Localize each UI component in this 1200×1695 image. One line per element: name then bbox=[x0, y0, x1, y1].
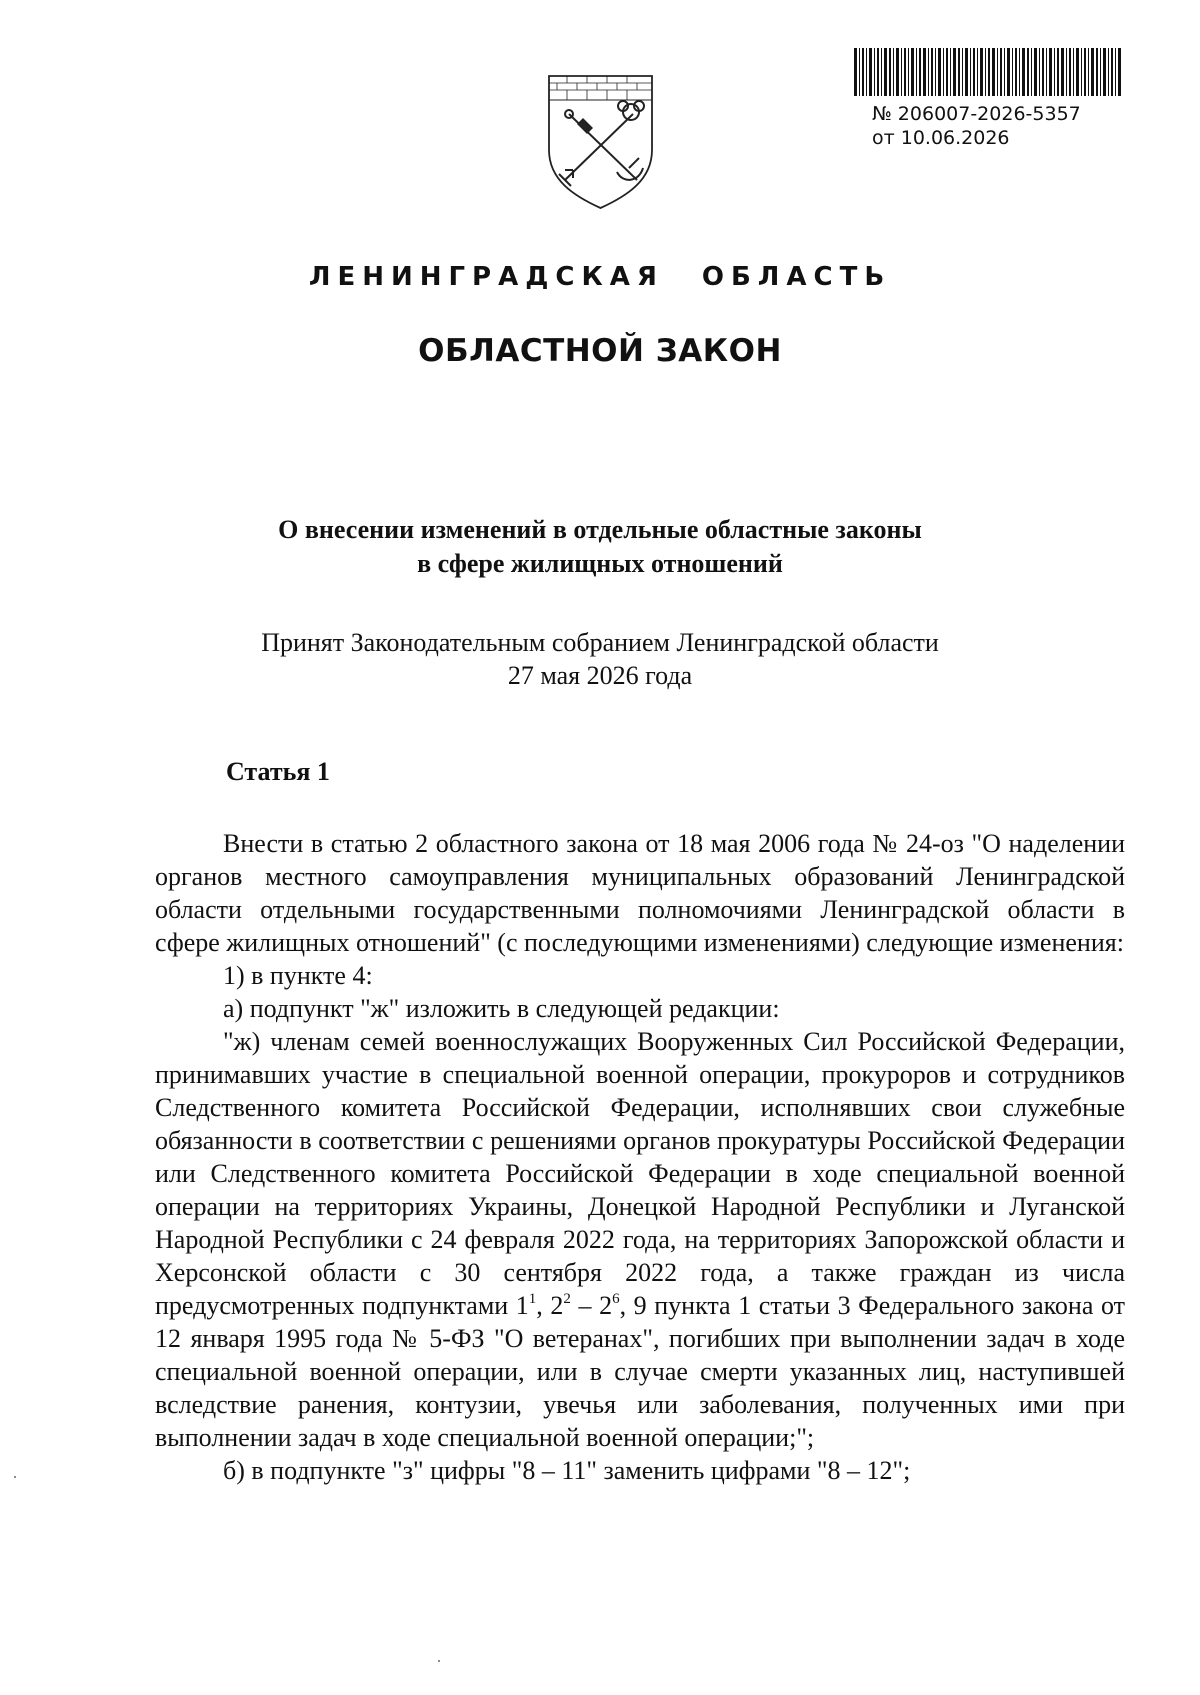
region-word-2: ОБЛАСТЬ bbox=[701, 262, 892, 292]
article-body bbox=[155, 827, 1125, 1487]
law-title-line-2: в сфере жилищных отношений bbox=[417, 549, 783, 578]
coat-of-arms-emblem bbox=[543, 72, 658, 212]
article-intro-paragraph: Внести в статью 2 областного закона от 18 мая 2006 года № 24-оз "О наделении органов местного самоуправления муниципальных образований Ленинградской области отдельными государственными полномочиями Ленинградской области в сфере жилищных отношений" (с последующими изменениями) следующие изменения: bbox=[155, 829, 1125, 957]
region-name bbox=[0, 262, 1200, 292]
registration-block bbox=[872, 102, 1081, 150]
adoption-line-1: Принят Законодательным собранием Ленинградской области bbox=[261, 628, 939, 657]
scan-speck bbox=[14, 1476, 16, 1478]
region-word-1: ЛЕНИНГРАДСКАЯ bbox=[308, 262, 664, 292]
document-type: ОБЛАСТНОЙ ЗАКОН bbox=[418, 333, 782, 369]
adoption-note bbox=[0, 626, 1200, 692]
item-a: а) подпункт "ж" изложить в следующей редакции: bbox=[223, 994, 780, 1023]
quote-text-1: "ж) членам семей военнослужащих Вооруженных Сил Российской Федерации, принимавших участие в специальной военной операции, прокуроров и сотрудников Следственного комитета Российской Федерации, исполнявших свои служебные обязанности в соответствии с решениями органов прокуратуры Российской Федерации или Следственного комитета Российской Федерации в ходе специальной военной операции на территориях Украины, Донецкой Народной Республики и Луганской Народной Республики с 24 февраля 2022 года, на территориях Запорожской области и Херсонской области с 30 сентября 2022 года, а также граждан из числа предусмотренных подпунктами 1 bbox=[155, 1027, 1125, 1320]
adoption-date: 27 мая 2026 года bbox=[507, 661, 693, 690]
registration-date: от 10.06.2026 bbox=[872, 127, 1010, 149]
quote-text-4: , 9 пункта 1 статьи 3 Федерального закона от 12 января 1995 года № 5-ФЗ "О ветеранах", погибших при выполнении задач в ходе специальной военной операции, или в случае смерти указанных лиц, наступившей вследствие ранения, контузии, увечья или заболевания, полученных ими при выполнении задач в ходе специальной военной операции;"; bbox=[155, 1291, 1126, 1452]
law-title bbox=[0, 513, 1200, 581]
scan-speck bbox=[438, 1660, 440, 1662]
superscript-2: 2 bbox=[563, 1291, 571, 1307]
registration-number: № 206007-2026-5357 bbox=[872, 103, 1081, 125]
quote-text-3: – 2 bbox=[570, 1291, 613, 1320]
article-heading: Статья 1 bbox=[226, 757, 330, 786]
quoted-subitem-zh bbox=[155, 1025, 1125, 1454]
barcode bbox=[854, 48, 1122, 96]
quote-text-2: , 2 bbox=[536, 1291, 564, 1320]
law-title-line-1: О внесении изменений в отдельные областные законы bbox=[278, 515, 922, 544]
item-b: б) в подпункте "з" цифры "8 – 11" заменить цифрами "8 – 12"; bbox=[223, 1456, 911, 1485]
superscript-1: 1 bbox=[528, 1291, 537, 1307]
item-1: 1) в пункте 4: bbox=[223, 961, 373, 990]
superscript-6: 6 bbox=[612, 1291, 620, 1307]
